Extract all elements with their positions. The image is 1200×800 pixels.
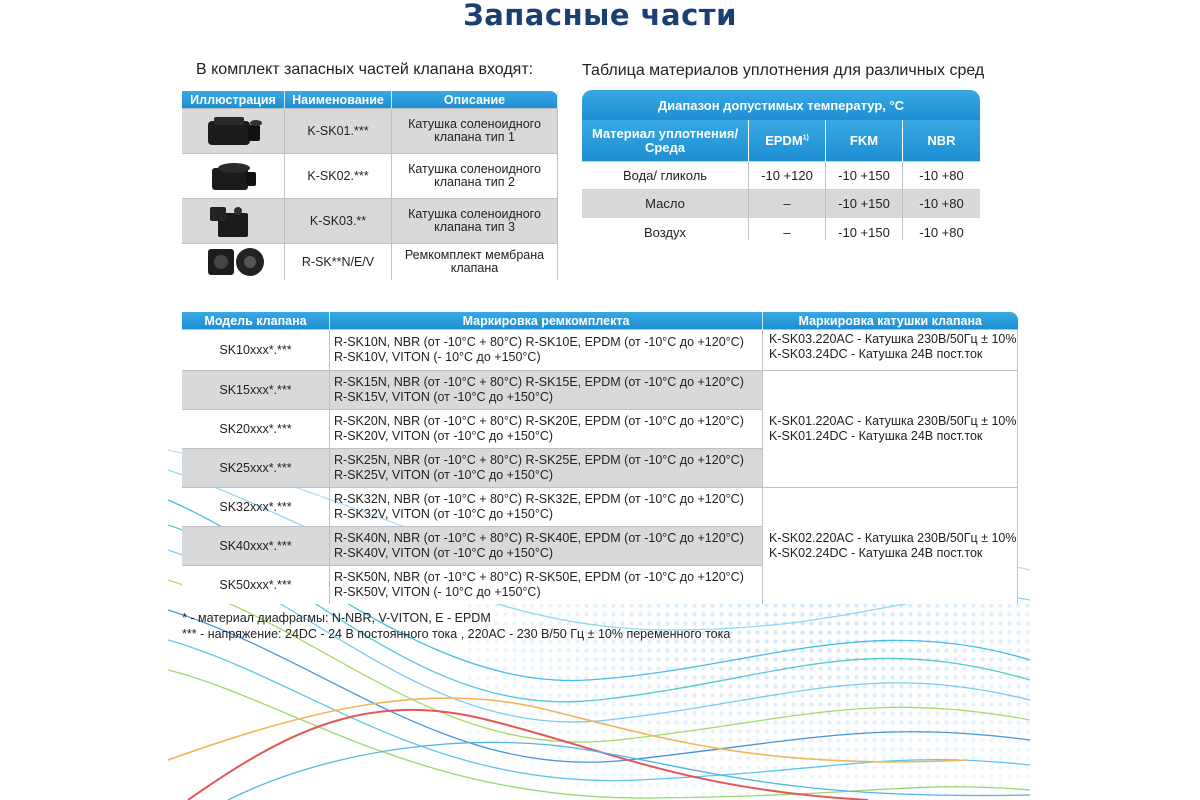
kit-marking: R-SK50N, NBR (от -10°C + 80°C) R-SK50E, EPDM (от -10°C до +120°C) R-SK50V, VITON (- 10°C до +150°C) (330, 566, 763, 605)
table-row (582, 218, 980, 241)
page-title: Запасные части (463, 0, 737, 32)
nbr-cell: -10 +80 (903, 218, 981, 241)
nbr-cell: -10 +80 (903, 162, 981, 190)
media-cell: Вода/ гликоль (582, 162, 749, 190)
repair-kit-image-cell (182, 244, 285, 281)
valve-model: SK20xxx*.*** (182, 410, 330, 449)
coil-marking-sk03: K-SK03.220AC - Катушка 230В/50Гц ± 10% K-SK03.24DC - Катушка 24В пост.ток (763, 330, 1018, 371)
table-row (182, 154, 558, 199)
part-name: K-SK02.*** (285, 154, 392, 199)
coil-marking-sk01: K-SK01.220AC - Катушка 230В/50Гц ± 10% K-SK01.24DC - Катушка 24В пост.ток (763, 371, 1018, 488)
table-row (182, 371, 1018, 410)
coil-type-1-image-cell (182, 109, 285, 154)
table-row (182, 488, 1018, 527)
valve-model: SK32xxx*.*** (182, 488, 330, 527)
kit-marking: R-SK15N, NBR (от -10°C + 80°C) R-SK15E, EPDM (от -10°C до +120°C) R-SK15V, VITON (от -10°C до +150°C) (330, 371, 763, 410)
part-name: R-SK**N/E/V (285, 244, 392, 281)
col-header-material: Материал уплотнения/ Среда (582, 120, 749, 162)
table-row (582, 190, 980, 218)
footnote-diaphragm: * - материал диафрагмы: N-NBR, V-VITON, E - EPDM (182, 611, 491, 625)
membrane-repair-kit-photo (188, 245, 278, 281)
col-header-coil-marking: Маркировка катушки клапана (763, 312, 1018, 330)
coil-type-2-image-cell (182, 154, 285, 199)
part-description: Катушка соленоидного клапана тип 2 (392, 154, 558, 199)
part-name: K-SK03.** (285, 199, 392, 244)
fkm-cell: -10 +150 (826, 218, 903, 241)
footnote-voltage: *** - напряжение: 24DC - 24 В постоянного тока , 220АС - 230 В/50 Гц ± 10% переменного тока (182, 627, 731, 641)
col-header-nbr: NBR (903, 120, 981, 162)
coil-marking-sk02: K-SK02.220AC - Катушка 230В/50Гц ± 10% K-SK02.24DC - Катушка 24В пост.ток (763, 488, 1018, 605)
media-cell: Масло (582, 190, 749, 218)
col-header-epdm: EPDM$^{1)}$ (749, 120, 826, 162)
fkm-cell: -10 +150 (826, 190, 903, 218)
seal-materials-table (582, 90, 980, 240)
repair-kit-marking-table (182, 312, 1018, 604)
epdm-cell: – (749, 190, 826, 218)
temperature-range-header: Диапазон допустимых температур, °С (582, 90, 980, 120)
table-row (182, 199, 558, 244)
col-header-fkm: FKM (826, 120, 903, 162)
media-cell: Воздух (582, 218, 749, 241)
parts-table-caption: В комплект запасных частей клапана входят: (196, 61, 534, 78)
col-header-valve-model: Модель клапана (182, 312, 330, 330)
valve-model: SK50xxx*.*** (182, 566, 330, 605)
footnotes (182, 610, 730, 642)
table-row (582, 162, 980, 190)
solenoid-coil-type-1-photo (188, 113, 278, 149)
coil-type-3-image-cell (182, 199, 285, 244)
solenoid-coil-type-3-photo (188, 203, 278, 239)
solenoid-coil-type-2-photo (188, 158, 278, 194)
spare-parts-table (182, 91, 558, 280)
col-header-kit-marking: Маркировка ремкомплекта (330, 312, 763, 330)
valve-model: SK40xxx*.*** (182, 527, 330, 566)
table-row (182, 244, 558, 281)
nbr-cell: -10 +80 (903, 190, 981, 218)
col-header-name: Наименование (285, 91, 392, 109)
kit-marking: R-SK40N, NBR (от -10°C + 80°C) R-SK40E, EPDM (от -10°C до +120°C) R-SK40V, VITON (от -10°C до +150°C) (330, 527, 763, 566)
fkm-cell: -10 +150 (826, 162, 903, 190)
materials-table-caption: Таблица материалов уплотнения для различных сред (582, 62, 985, 79)
kit-marking: R-SK10N, NBR (от -10°C + 80°C) R-SK10E, EPDM (от -10°C до +120°C) R-SK10V, VITON (- 10°C до +150°C) (330, 330, 763, 371)
part-name: K-SK01.*** (285, 109, 392, 154)
epdm-cell: -10 +120 (749, 162, 826, 190)
table-row (182, 330, 1018, 371)
epdm-cell: – (749, 218, 826, 241)
valve-model: SK10xxx*.*** (182, 330, 330, 371)
table-row (182, 109, 558, 154)
valve-model: SK15xxx*.*** (182, 371, 330, 410)
part-description: Ремкомплект мембрана клапана (392, 244, 558, 281)
kit-marking: R-SK32N, NBR (от -10°C + 80°C) R-SK32E, EPDM (от -10°C до +120°C) R-SK32V, VITON (от -10°C до +150°C) (330, 488, 763, 527)
part-description: Катушка соленоидного клапана тип 3 (392, 199, 558, 244)
part-description: Катушка соленоидного клапана тип 1 (392, 109, 558, 154)
col-header-description: Описание (392, 91, 558, 109)
col-header-illustration: Иллюстрация (182, 91, 285, 109)
valve-model: SK25xxx*.*** (182, 449, 330, 488)
kit-marking: R-SK20N, NBR (от -10°C + 80°C) R-SK20E, EPDM (от -10°C до +120°C) R-SK20V, VITON (от -10°C до +150°C) (330, 410, 763, 449)
kit-marking: R-SK25N, NBR (от -10°C + 80°C) R-SK25E, EPDM (от -10°C до +120°C) R-SK25V, VITON (от -10°C до +150°C) (330, 449, 763, 488)
